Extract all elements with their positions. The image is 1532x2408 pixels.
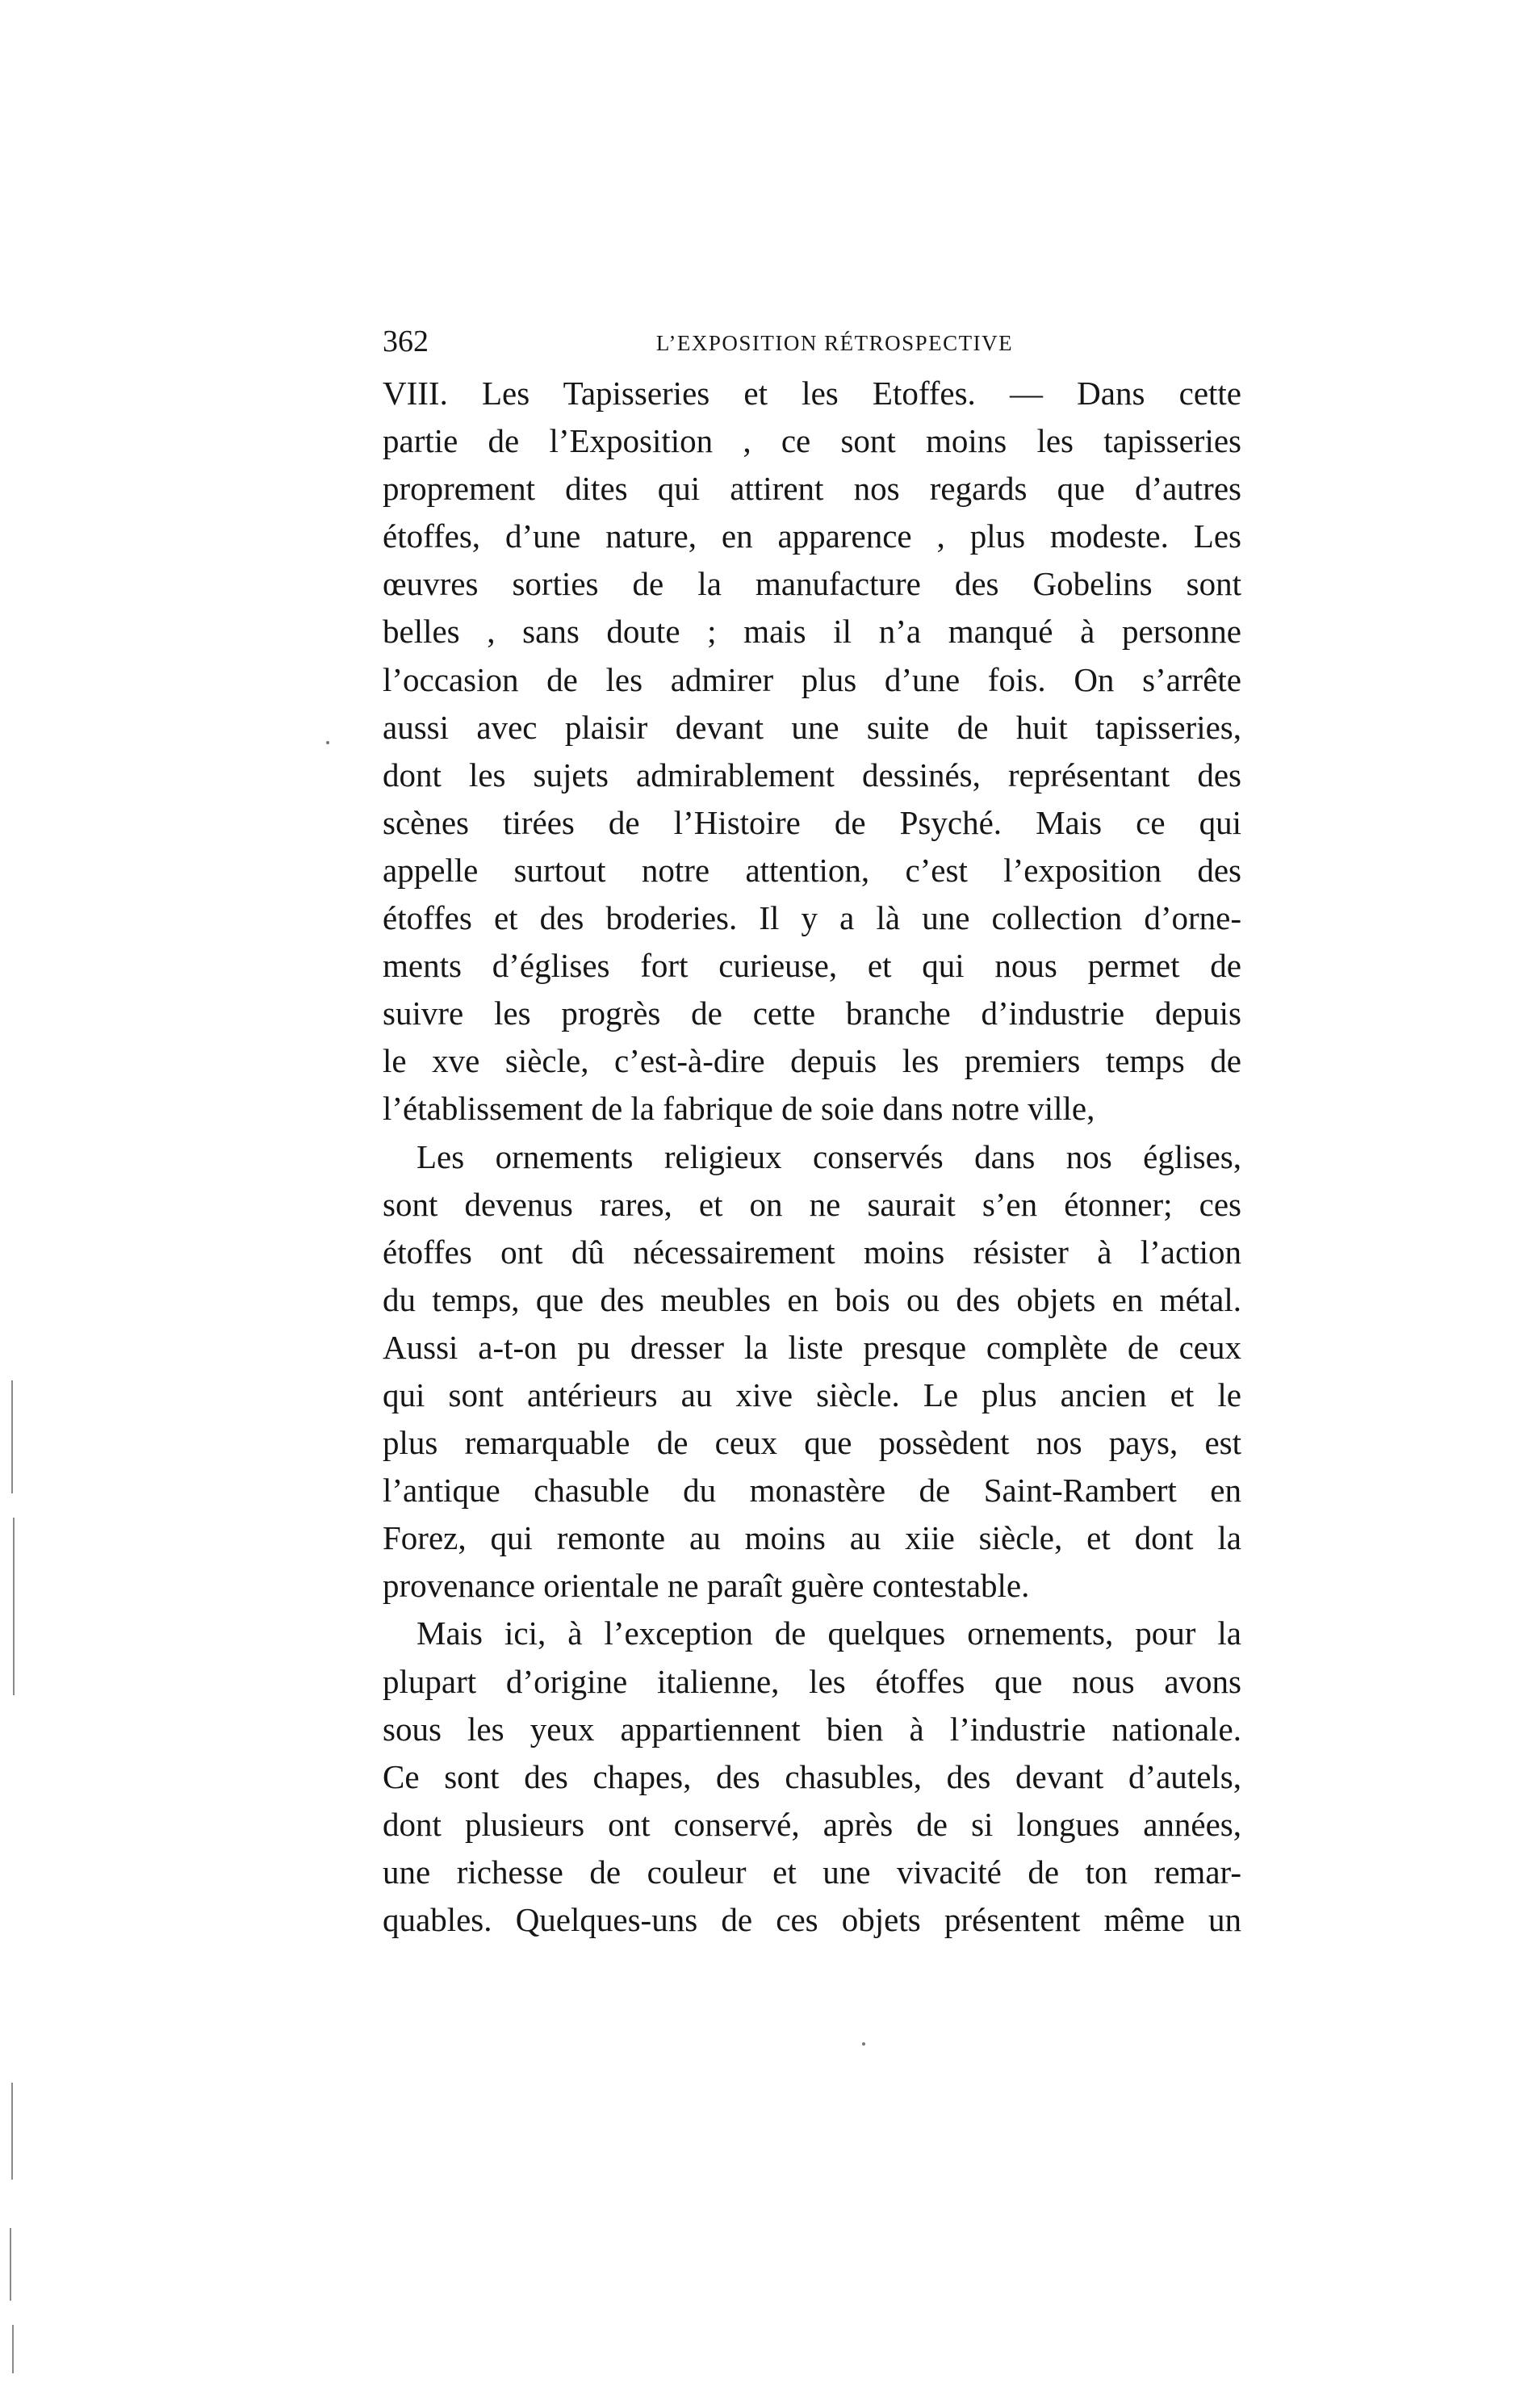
text-line: l’antique chasuble du monastère de Saint-Rambert en xyxy=(383,1472,1241,1510)
paragraph-viii-tapisseries xyxy=(383,370,1241,1133)
text-line: dont les sujets admirablement dessinés, représentant des xyxy=(383,756,1241,794)
scan-edge-mark xyxy=(11,1380,13,1493)
text-line: l’établissement de la fabrique de soie dans notre ville, xyxy=(383,1090,1095,1128)
text-line: sous les yeux appartiennent bien à l’industrie nationale. xyxy=(383,1710,1241,1748)
text-line: Forez, qui remonte au moins au xiie siècle, et dont la xyxy=(383,1519,1241,1557)
text-line: œuvres sorties de la manufacture des Gobelins sont xyxy=(383,565,1241,603)
text-line: ments d’églises fort curieuse, et qui nous permet de xyxy=(383,947,1241,985)
text-line: provenance orientale ne paraît guère contestable. xyxy=(383,1567,1030,1605)
page-number: 362 xyxy=(383,325,429,358)
text-line: dont plusieurs ont conservé, après de si longues années, xyxy=(383,1805,1241,1843)
text-line: étoffes ont dû nécessairement moins résister à l’action xyxy=(383,1233,1241,1271)
text-line: Ce sont des chapes, des chasubles, des devant d’autels, xyxy=(383,1757,1241,1795)
text-line: proprement dites qui attirent nos regards que d’autres xyxy=(383,470,1241,508)
page-header xyxy=(383,321,1238,362)
paragraph-ornements-religieux xyxy=(383,1133,1241,1610)
scan-edge-mark xyxy=(12,2325,14,2373)
text-line: du temps, que des meubles en bois ou des objets en métal. xyxy=(383,1280,1241,1318)
scan-edge-mark xyxy=(13,1518,15,1695)
text-line: qui sont antérieurs au xive siècle. Le plus ancien et le xyxy=(383,1376,1241,1413)
paragraph-mais-ici xyxy=(383,1610,1241,1944)
text-line: partie de l’Exposition , ce sont moins les tapisseries xyxy=(383,422,1241,460)
text-line: appelle surtout notre attention, c’est l’exposition des xyxy=(383,851,1241,889)
text-line: le xve siècle, c’est-à-dire depuis les premiers temps de xyxy=(383,1042,1241,1080)
text-line: Les ornements religieux conservés dans nos églises, xyxy=(416,1137,1241,1175)
running-head: L’EXPOSITION RÉTROSPECTIVE xyxy=(655,331,1014,355)
text-line: étoffes, d’une nature, en apparence , plus modeste. Les xyxy=(383,517,1241,555)
text-line: VIII. Les Tapisseries et les Etoffes. — Dans cette xyxy=(383,375,1241,412)
text-line: Aussi a-t-on pu dresser la liste presque complète de ceux xyxy=(383,1328,1241,1366)
text-line: belles , sans doute ; mais il n’a manqué à personne xyxy=(383,613,1241,651)
scan-edge-mark xyxy=(11,2083,13,2180)
text-line: Mais ici, à l’exception de quelques ornements, pour la xyxy=(416,1614,1241,1652)
text-line: aussi avec plaisir devant une suite de huit tapisseries, xyxy=(383,708,1241,746)
body-text xyxy=(383,370,1241,1944)
scan-edge-mark xyxy=(10,2228,11,2301)
scan-speck xyxy=(862,2042,865,2046)
text-line: plus remarquable de ceux que possèdent nos pays, est xyxy=(383,1424,1241,1462)
text-line: sont devenus rares, et on ne saurait s’en étonner; ces xyxy=(383,1185,1241,1223)
text-line: quables. Quelques-uns de ces objets présentent même un xyxy=(383,1901,1241,1938)
text-line: scènes tirées de l’Histoire de Psyché. Mais ce qui xyxy=(383,803,1241,841)
text-line: plupart d’origine italienne, les étoffes que nous avons xyxy=(383,1662,1241,1700)
text-line: suivre les progrès de cette branche d’industrie depuis xyxy=(383,995,1241,1032)
text-line: l’occasion de les admirer plus d’une fois. On s’arrête xyxy=(383,660,1241,698)
text-line: étoffes et des broderies. Il y a là une collection d’orne- xyxy=(383,899,1241,937)
scan-speck xyxy=(326,741,329,744)
text-line: une richesse de couleur et une vivacité de ton remar- xyxy=(383,1853,1241,1891)
